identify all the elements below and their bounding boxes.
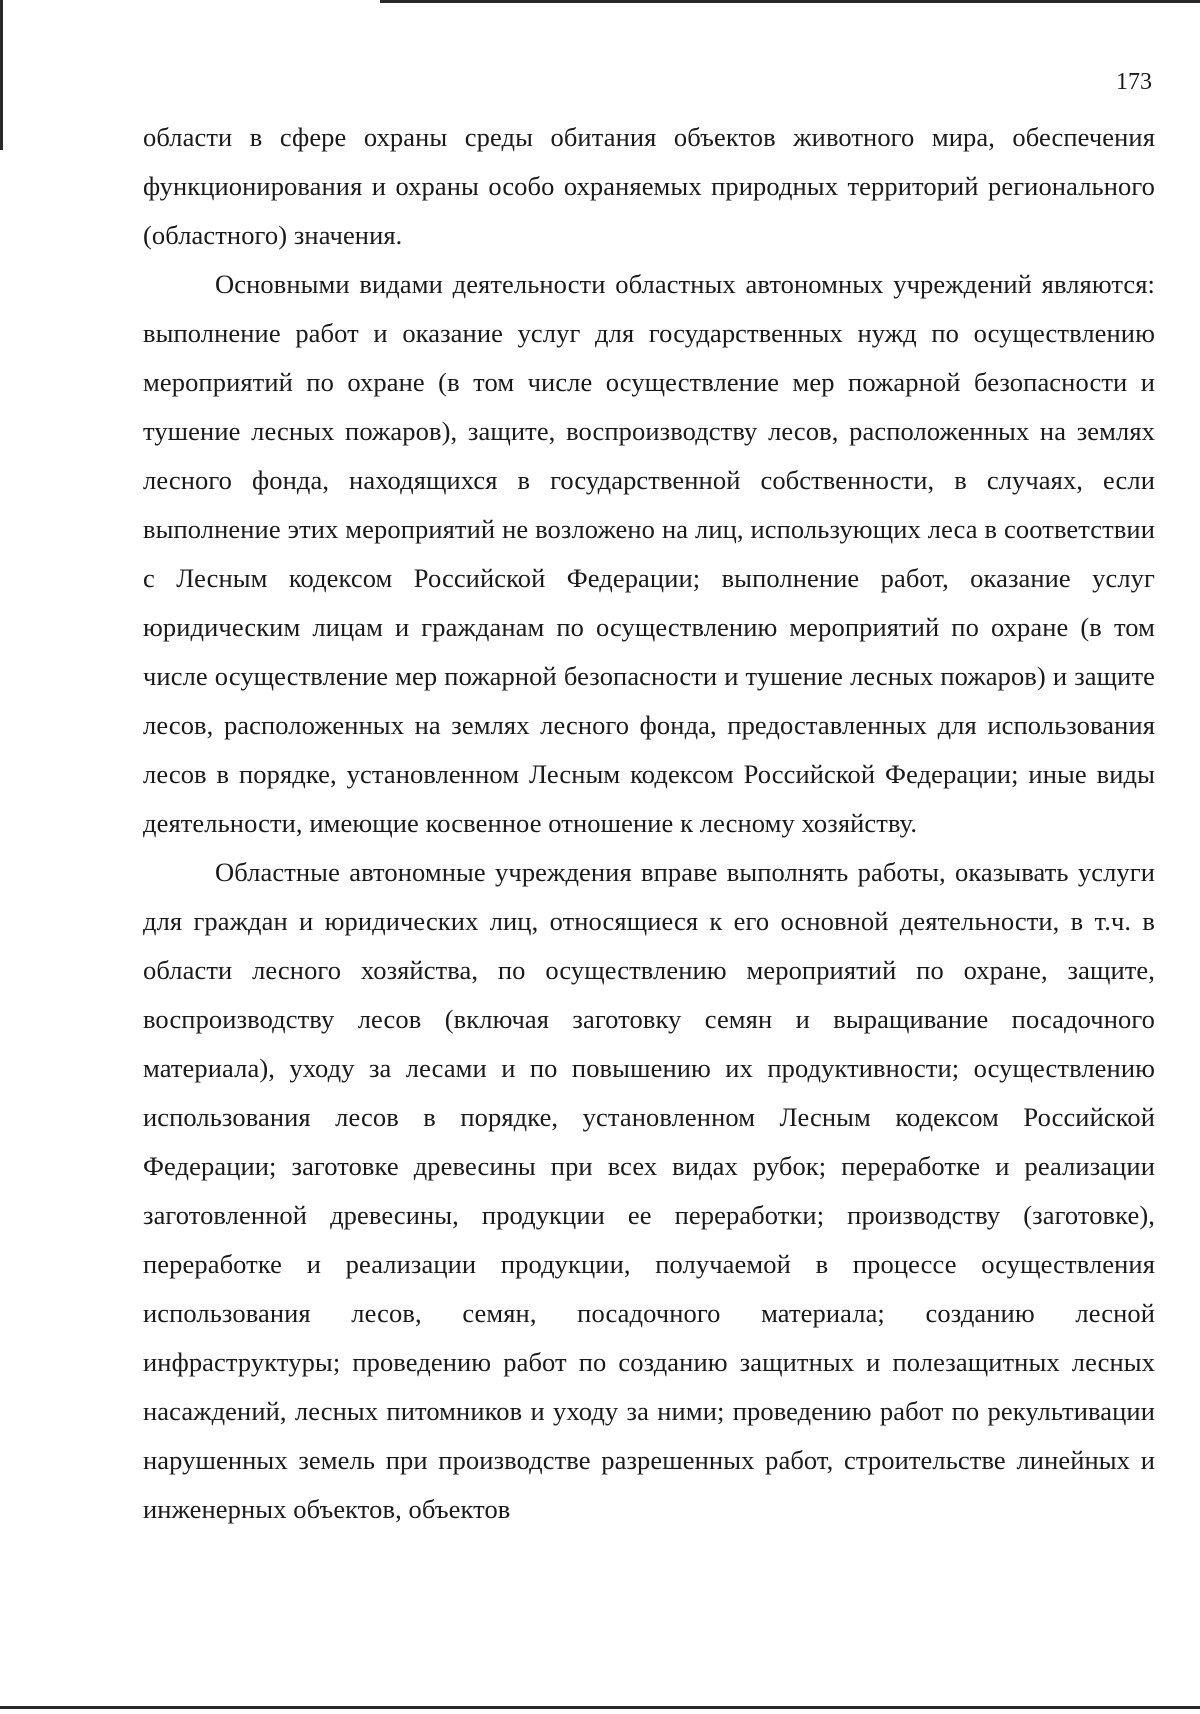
paragraph-continuation: области в сфере охраны среды обитания объектов животного мира, обеспечения функционирования и охраны особо охраняемых природных территорий регионального (областного) значения. [143,122,1155,250]
paragraph-permitted-works: Областные автономные учреждения вправе выполнять работы, оказывать услуги для граждан и юридических лиц, относящиеся к его основной деятельности, в т.ч. в области лесного хозяйства, по осуществлению мероприятий по охране, защите, воспроизводству лесов (включая заготовку семян и выращивание посадочного материала), уходу за лесами и по повышению их продуктивности; осуществлению использования лесов в порядке, установленном Лесным кодексом Российской Федерации; заготовке древесины при всех видах рубок; переработке и реализации заготовленной древесины, продукции ее переработки; производству (заготовке), переработке и реализации продукции, получаемой в процессе осуществления использования лесов, семян, посадочного материала; созданию лесной инфраструктуры; проведению работ по созданию защитных и полезащитных лесных насаждений, лесных питомников и уходу за ними; проведению работ по рекультивации нарушенных земель при производстве разрешенных работ, строительстве линейных и инженерных объектов, объектов [143,857,1155,1524]
body-text [143,113,1155,1534]
scan-border-left [0,0,3,150]
scan-border-top [380,0,1200,3]
paragraph-main-activities: Основными видами деятельности областных автономных учреждений являются: выполнение работ и оказание услуг для государственных нужд по осуществлению мероприятий по охране (в том числе осуществление мер пожарной безопасности и тушение лесных пожаров), защите, воспроизводству лесов, расположенных на землях лесного фонда, находящихся в государственной собственности, в случаях, если выполнение этих мероприятий не возложено на лиц, использующих леса в соответствии с Лесным кодексом Российской Федерации; выполнение работ, оказание услуг юридическим лицам и гражданам по осуществлению мероприятий по охране (в том числе осуществление мер пожарной безопасности и тушение лесных пожаров) и защите лесов, расположенных на землях лесного фонда, предоставленных для использования лесов в порядке, установленном Лесным кодексом Российской Федерации; иные виды деятельности, имеющие косвенное отношение к лесному хозяйству. [143,269,1155,838]
scan-border-bottom [0,1706,1200,1709]
page-number: 173 [1116,69,1152,95]
